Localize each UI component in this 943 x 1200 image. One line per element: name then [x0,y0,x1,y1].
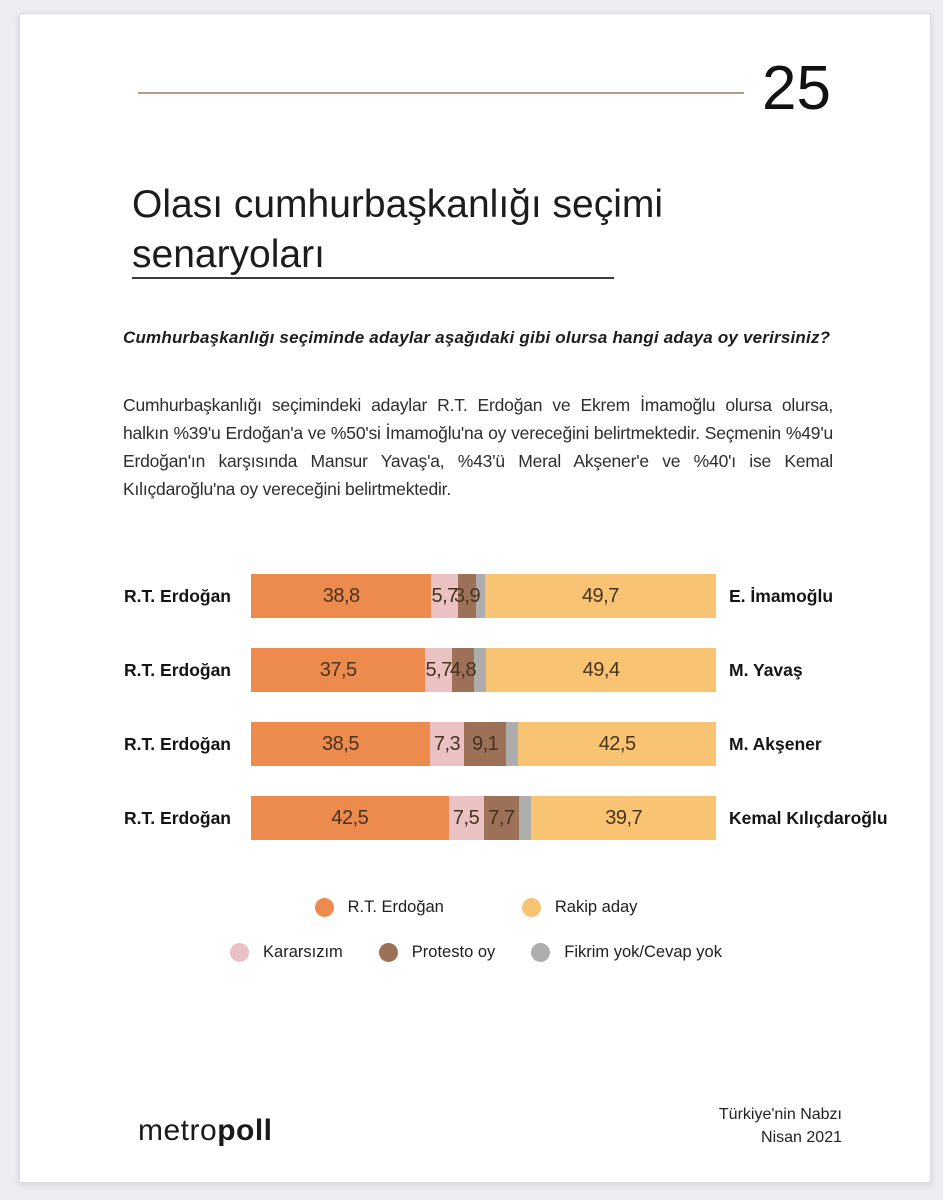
legend-dot-icon [379,943,398,962]
chart-row [20,722,932,766]
footer-survey-name: Türkiye'nin Nabzı [718,1106,842,1123]
logo-part-poll: poll [217,1114,273,1147]
legend-item [230,943,343,962]
page-title-line2: senaryoları [132,233,325,276]
legend-item [522,898,638,917]
segment-value-label: 49,7 [581,584,619,607]
legend-label: R.T. Erdoğan [347,898,444,916]
stacked-bar-chart [20,574,932,874]
stacked-bar [251,796,716,840]
segment-value-label: 3,9 [453,584,481,607]
legend-dot-icon [230,943,249,962]
summary-paragraph: Cumhurbaşkanlığı seçimindeki adaylar R.T. Erdoğan ve Ekrem İmamoğlu olursa olursa, halkın %39'u Erdoğan'a ve %50'si İmamoğlu'na oy vereceğini belirtmektedir. Seçmenin %49'u Erdoğan'ın karşısında Mansur Yavaş'a, %43'ü Meral Akşener'e ve %40'ı ise Kemal Kılıçdaroğlu'na oy vereceğini belirtmektedir. [123,395,833,499]
footer-survey-info [719,1103,842,1149]
bar-segment-rakip [485,574,716,618]
candidate-label-right: E. İmamoğlu [729,585,834,606]
segment-value-label: 38,5 [322,732,359,755]
segment-value-label: 7,3 [433,732,461,755]
stacked-bar [251,574,716,618]
segment-value-label: 39,7 [605,806,643,829]
bar-segment-kararsizim [449,796,484,840]
bar-segment-protesto [449,648,477,692]
bar-segment-rakip [486,648,716,692]
legend-item [315,898,444,917]
bar-segment-kararsizim [430,722,464,766]
bar-segment-fikrim-yok [519,796,531,840]
legend-item [379,943,495,962]
chart-row [20,574,932,618]
segment-value-label: 5,7 [431,584,458,607]
bar-segment-erdogan [251,722,430,766]
segment-value-label: 42,5 [598,732,636,755]
candidate-label-right: M. Akşener [729,733,822,754]
survey-question: Cumhurbaşkanlığı seçiminde adaylar aşağıdaki gibi olursa hangi adaya oy verirsiniz? [123,328,831,347]
bar-segment-rakip [518,722,716,766]
bar-segment-rakip [531,796,716,840]
page-number: 25 [762,54,831,123]
candidate-label-left: R.T. Erdoğan [124,733,231,754]
chart-row [20,648,932,692]
legend-item [531,943,722,962]
candidate-label-left: R.T. Erdoğan [124,807,231,828]
bar-segment-protesto [453,574,481,618]
header-rule [138,92,744,94]
segment-value-label: 38,8 [322,584,360,607]
logo-part-metro: metro [138,1114,218,1147]
segment-value-label: 7,5 [452,806,480,829]
report-page [19,13,931,1183]
legend-label: Kararsızım [263,943,343,961]
candidate-label-left: R.T. Erdoğan [124,659,231,680]
footer-survey-date: Nisan 2021 [761,1129,842,1146]
segment-value-label: 9,1 [471,732,499,755]
segment-value-label: 42,5 [331,806,369,829]
title-underline [132,277,614,279]
legend-dot-icon [531,943,550,962]
stacked-bar [251,722,716,766]
stacked-bar [251,648,716,692]
bar-segment-fikrim-yok [506,722,518,766]
bar-segment-erdogan [251,574,431,618]
segment-value-label: 49,4 [582,658,620,681]
bar-segment-erdogan [251,648,425,692]
page-title [132,180,663,280]
candidate-label-right: M. Yavaş [729,659,803,680]
bar-segment-erdogan [251,796,449,840]
legend-dot-icon [522,898,541,917]
bar-segment-kararsizim [425,648,452,692]
segment-value-label: 4,8 [449,658,477,681]
metropoll-logo [138,1114,273,1148]
legend-label: Fikrim yok/Cevap yok [564,943,722,961]
legend-row [20,898,932,917]
segment-value-label: 37,5 [319,658,357,681]
legend-row [20,943,932,962]
chart-row [20,796,932,840]
legend-dot-icon [315,898,334,917]
segment-value-label: 5,7 [425,658,452,681]
legend-label: Protesto oy [411,943,496,961]
bar-segment-protesto [484,796,520,840]
candidate-label-right: Kemal Kılıçdaroğlu [729,807,888,828]
page-title-line1: Olası cumhurbaşkanlığı seçimi [132,183,664,226]
legend-label: Rakip aday [554,898,638,916]
bar-segment-protesto [464,722,506,766]
segment-value-label: 7,7 [488,806,515,829]
candidate-label-left: R.T. Erdoğan [124,585,231,606]
